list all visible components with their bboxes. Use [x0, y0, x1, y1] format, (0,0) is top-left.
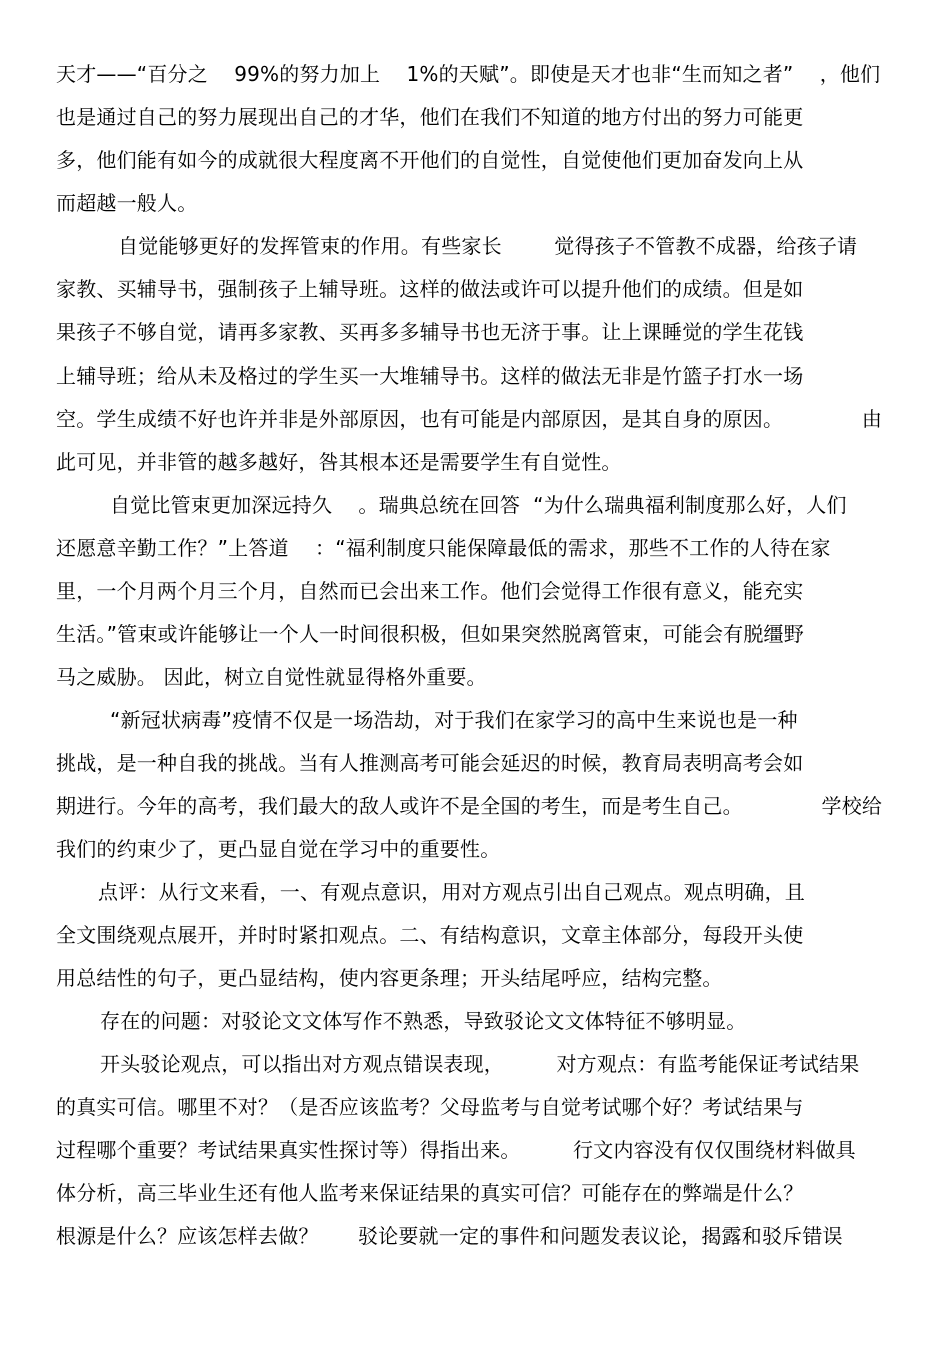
text-line: 还愿意辛勤工作？”上答道 ：“福利制度只能保障最低的需求，那些不工作的人待在家 — [56, 536, 831, 560]
text-line: 家教、买辅导书，强制孩子上辅导班。这样的做法或许可以提升他们的成绩。但是如 — [56, 277, 804, 301]
text-line: 的真实可信。哪里不对？（是否应该监考？父母监考与自觉考试哪个好？考试结果与 — [56, 1095, 804, 1119]
text-line: “新冠状病毒”疫情不仅是一场浩劫，对于我们在家学习的高中生来说也是一种 — [110, 708, 798, 732]
text-line: 也是通过自己的努力展现出自己的才华，他们在我们不知道的地方付出的努力可能更 — [56, 105, 804, 129]
text-line: 体分析，高三毕业生还有他人监考来保证结果的真实可信？可能存在的弊端是什么？ — [56, 1181, 804, 1205]
text-line: 而超越一般人。 — [56, 191, 198, 215]
text-line: 我们的约束少了，更凸显自觉在学习中的重要性。 — [56, 837, 501, 861]
text-line: 过程哪个重要？考试结果真实性探讨等）得指出来。 行文内容没有仅仅围绕材料做具 — [56, 1138, 856, 1162]
text-line: 空。学生成绩不好也许并非是外部原因，也有可能是内部原因，是其自身的原因。 由 — [56, 407, 883, 431]
text-line: 里，一个月两个月三个月，自然而已会出来工作。他们会觉得工作很有意义，能充实 — [56, 579, 804, 603]
text-line: 开头驳论观点，可以指出对方观点错误表现， 对方观点：有监考能保证考试结果 — [100, 1052, 860, 1076]
text-line: 自觉能够更好的发挥管束的作用。有些家长 觉得孩子不管教不成器，给孩子请 — [118, 234, 858, 258]
text-line: 点评：从行文来看，一、有观点意识，用对方观点引出自己观点。观点明确，且 — [98, 880, 805, 904]
text-line: 挑战，是一种自我的挑战。当有人推测高考可能会延迟的时候，教育局表明高考会如 — [56, 751, 804, 775]
text-line: 生活。”管束或许能够让一个人一时间很积极，但如果突然脱离管束，可能会有脱缰野 — [56, 622, 804, 646]
text-line: 上辅导班；给从未及格过的学生买一大堆辅导书。这样的做法无非是竹篮子打水一场 — [56, 364, 804, 388]
text-line: 自觉比管束更加深远持久 。瑞典总统在回答 “为什么瑞典福利制度那么好，人们 — [110, 493, 847, 517]
text-line: 存在的问题：对驳论文文体写作不熟悉，导致驳论文文体特征不够明显。 — [100, 1009, 747, 1033]
text-line: 此可见，并非管的越多越好，咎其根本还是需要学生有自觉性。 — [56, 450, 622, 474]
text-line: 期进行。今年的高考，我们最大的敌人或许不是全国的考生，而是考生自己。 学校给 — [56, 794, 883, 818]
text-line: 多，他们能有如今的成就很大程度离不开他们的自觉性，自觉使他们更加奋发向上从 — [56, 148, 804, 172]
text-line: 天才——“百分之 99%的努力加上 1%的天赋”。即使是天才也非“生而知之者” ，他们 — [56, 62, 881, 86]
text-line: 用总结性的句子，更凸显结构，使内容更条理；开头结尾呼应，结构完整。 — [56, 966, 723, 990]
text-line: 果孩子不够自觉，请再多家教、买再多多辅导书也无济于事。让上课睡觉的学生花钱 — [56, 320, 804, 344]
text-line: 马之威胁。 因此，树立自觉性就显得格外重要。 — [56, 665, 487, 689]
text-line: 全文围绕观点展开，并时时紧扣观点。二、有结构意识，文章主体部分，每段开头使 — [56, 923, 804, 947]
text-line: 根源是什么？应该怎样去做？ 驳论要就一定的事件和问题发表议论，揭露和驳斥错误 — [56, 1224, 843, 1248]
